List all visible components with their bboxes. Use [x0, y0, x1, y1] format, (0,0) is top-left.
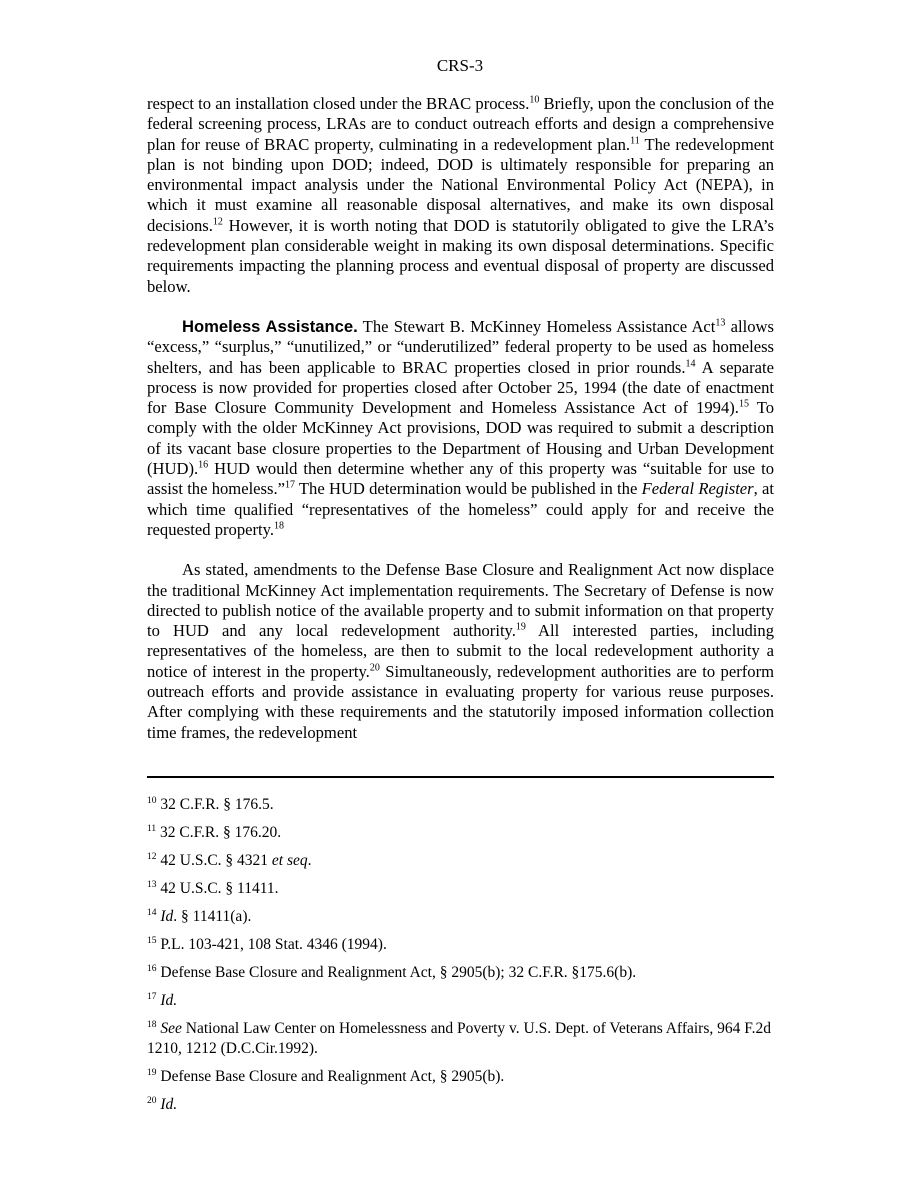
- footnote-ref-18[interactable]: 18: [274, 520, 285, 532]
- footnote-ref-12[interactable]: 12: [212, 216, 223, 228]
- footnote-number: 10: [147, 795, 157, 806]
- footnote-italic: Id.: [160, 1096, 178, 1113]
- footnote-text: 32 C.F.R. § 176.20.: [156, 824, 282, 841]
- footnote-text: 42 U.S.C. § 11411.: [156, 880, 279, 897]
- paragraph-text: respect to an installation closed under the BRAC process.: [147, 94, 530, 113]
- footnotes-section: [147, 795, 774, 1123]
- footnote-text: . § 11411(a).: [173, 908, 252, 925]
- footnote-ref-10[interactable]: 10: [529, 94, 540, 106]
- paragraph-text: All interested parties, including representatives of the homeless, are then to submit to the local redevelopment authority a notice of interest in the property.: [147, 621, 774, 681]
- paragraph-text: Briefly, upon the conclusion of the federal screening process, LRAs are to conduct outreach efforts and design a comprehensive plan for reuse of BRAC property, culminating in a redevelopment plan.: [147, 94, 774, 154]
- paragraph-text: The redevelopment plan is not binding upon DOD; indeed, DOD is ultimately responsible for preparing an environmental impact analysis under the National Environmental Policy Act (NEPA), in which it must examine all reasonable disposal alternatives, and make its own disposal decisions.: [147, 134, 774, 235]
- footnote-17: [147, 991, 774, 1011]
- paragraph-text: , at which time qualified “representatives of the homeless” could apply for and receive the requested property.: [147, 479, 774, 539]
- section-heading-homeless-assistance: Homeless Assistance.: [182, 316, 358, 336]
- footnote-italic: See: [160, 1020, 182, 1037]
- paragraph-text: allows “excess,” “surplus,” “unutilized,” or “underutilized” federal property to be used as homeless shelters, and has been applicable to BRAC properties closed in prior rounds.: [147, 316, 774, 377]
- paragraph-text: A separate process is now provided for properties closed after October 25, 1994 (the date of enactment for Base Closure Community Development and Homeless Assistance Act of 1994).: [147, 357, 774, 418]
- footnote-text: 32 C.F.R. § 176.5.: [156, 796, 274, 813]
- footnote-number: 20: [147, 1095, 157, 1106]
- paragraph-text: As stated, amendments to the Defense Base Closure and Realignment Act now displace the traditional McKinney Act implementation requirements. The Secretary of Defense is now directed to publish notice of the available property and to submit information on that property to HUD and any local redevelopment authority.: [147, 560, 774, 641]
- paragraph-text: To comply with the older McKinney Act provisions, DOD was required to submit a description of its vacant base closure properties to the Department of Housing and Urban Development (HUD).: [147, 398, 774, 479]
- footnote-19: [147, 1067, 774, 1087]
- paragraph-text: Simultaneously, redevelopment authorities are to perform outreach efforts and provide assistance in evaluating property for various reuse purposes. After complying with these requirements and the statutorily imposed information collection time frames, the redevelopment: [147, 661, 775, 742]
- paragraph-text: The Stewart B. McKinney Homeless Assistance Act: [357, 316, 716, 336]
- footnote-ref-13[interactable]: 13: [715, 317, 726, 329]
- footnote-16: [147, 963, 774, 983]
- footnote-12: [147, 851, 774, 871]
- footnote-number: 11: [147, 823, 157, 834]
- footnote-italic: Id: [160, 908, 174, 925]
- paragraph-homeless-assistance: [147, 317, 774, 540]
- footnote-text: 42 U.S.C. § 4321: [156, 852, 272, 869]
- paragraph-text: HUD would then determine whether any of this property was “suitable for use to assist the homeless.”: [147, 459, 774, 499]
- footnote-number: 13: [147, 879, 157, 890]
- footnote-number: 19: [147, 1067, 157, 1078]
- paragraph-text: However, it is worth noting that DOD is statutorily obligated to give the LRA’s redevelopment plan considerable weight in making its own disposal determinations. Specific requirements impacting the planning process and eventual disposal of property are discussed below.: [147, 215, 774, 296]
- footnote-ref-11[interactable]: 11: [630, 135, 640, 147]
- footnote-18: [147, 1019, 774, 1059]
- footnote-20: [147, 1095, 774, 1115]
- footnote-text: National Law Center on Homelessness and Poverty v. U.S. Dept. of Veterans Affairs, 964 F.2d 1210, 1212 (D.C.Cir.1992).: [147, 1020, 771, 1057]
- footnote-14: [147, 907, 774, 927]
- footnote-15: [147, 935, 774, 955]
- footnote-number: 12: [147, 851, 157, 862]
- footnote-ref-20[interactable]: 20: [369, 662, 380, 674]
- footnote-11: [147, 823, 774, 843]
- footnote-text: Defense Base Closure and Realignment Act, § 2905(b).: [156, 1068, 505, 1085]
- footnote-number: 15: [147, 935, 157, 946]
- paragraph-amendments: [147, 560, 774, 743]
- federal-register-title: Federal Register: [641, 479, 754, 499]
- footnote-ref-14[interactable]: 14: [685, 358, 696, 370]
- page-number-header: CRS-3: [436, 56, 484, 75]
- paragraph-brac-redevelopment: [147, 94, 774, 297]
- footnote-italic: Id.: [160, 992, 178, 1009]
- paragraph-text: The HUD determination would be published in the: [294, 479, 642, 499]
- footnote-italic: et seq: [271, 852, 308, 869]
- footnote-13: [147, 879, 774, 899]
- footnote-number: 16: [147, 963, 157, 974]
- footnote-ref-19[interactable]: 19: [515, 621, 526, 633]
- footnote-ref-17[interactable]: 17: [284, 479, 295, 491]
- footnote-ref-15[interactable]: 15: [738, 398, 749, 410]
- footnote-number: 14: [147, 907, 157, 918]
- footnote-number: 17: [147, 991, 157, 1002]
- footnote-ref-16[interactable]: 16: [198, 459, 209, 471]
- footnote-text: .: [307, 852, 312, 869]
- footnote-text: Defense Base Closure and Realignment Act, § 2905(b); 32 C.F.R. §175.6(b).: [156, 964, 637, 981]
- main-body-text: [147, 94, 774, 743]
- footnote-divider: [147, 776, 774, 778]
- footnote-text: P.L. 103-421, 108 Stat. 4346 (1994).: [156, 936, 387, 953]
- footnote-number: 18: [147, 1019, 157, 1030]
- footnote-10: [147, 795, 774, 815]
